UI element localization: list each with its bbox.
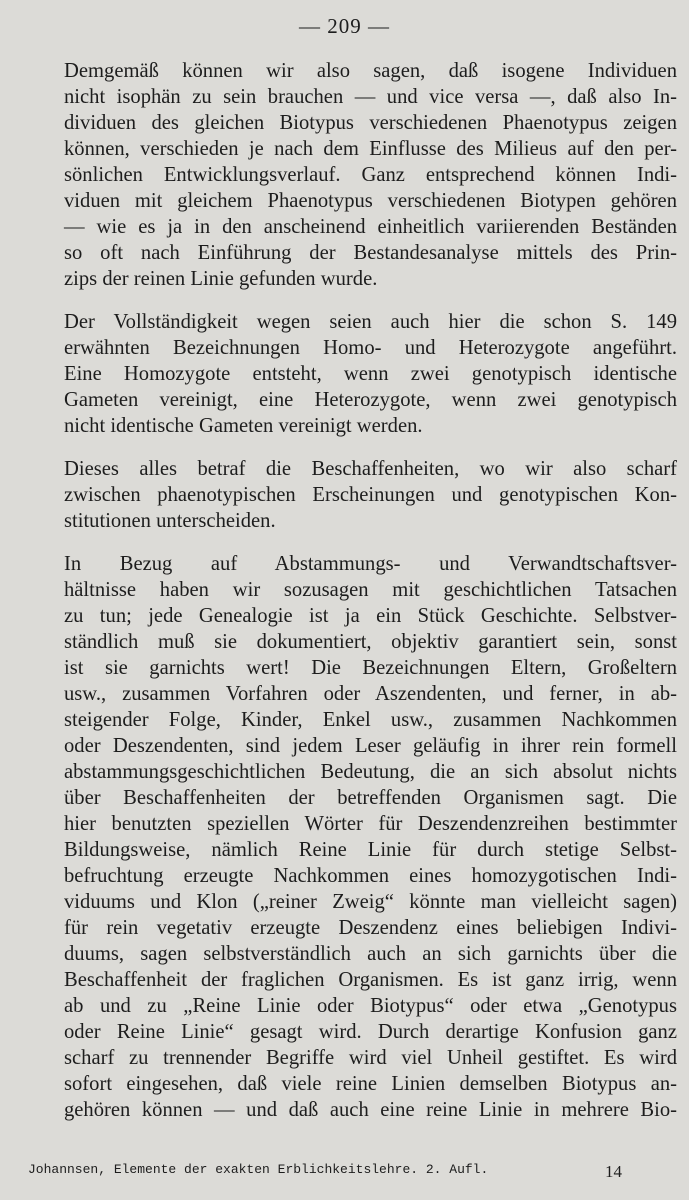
page-number: — 209 — bbox=[299, 14, 390, 38]
text-line: Dieses alles betraf die Beschaffenheiten, wo wir also scharf bbox=[64, 458, 677, 480]
text-line: über Beschaffenheiten der betreffenden Organismen sagt. Die bbox=[64, 787, 677, 809]
text-line: gehören können — und daß auch eine reine Linie in mehrere Bio- bbox=[64, 1099, 677, 1121]
text-line: oder Deszendenten, sind jedem Leser geläufig in ihrer rein formell bbox=[64, 735, 677, 757]
text-line: nicht isophän zu sein brauchen — und vice versa —, daß also In- bbox=[64, 86, 677, 108]
text-line: ständlich muß sie dokumentiert, objektiv garantiert sein, sonst bbox=[64, 631, 677, 653]
text-line: Bildungsweise, nämlich Reine Linie für durch stetige Selbst- bbox=[64, 839, 677, 861]
text-line: erwähnten Bezeichnungen Homo- und Heterozygote angeführt. bbox=[64, 337, 677, 359]
text-line: Beschaffenheit der fraglichen Organismen. Es ist ganz irrig, wenn bbox=[64, 969, 677, 991]
text-line: nicht identische Gameten vereinigt werden. bbox=[64, 415, 423, 437]
paragraph-4 bbox=[64, 551, 677, 1123]
text-line: duums, sagen selbstverständlich auch an sich garnichts über die bbox=[64, 943, 677, 965]
text-line: ab und zu „Reine Linie oder Biotypus“ oder etwa „Genotypus bbox=[64, 995, 677, 1017]
text-line: zips der reinen Linie gefunden wurde. bbox=[64, 268, 378, 290]
text-line: sofort eingesehen, daß viele reine Linien demselben Biotypus an- bbox=[64, 1073, 677, 1095]
text-line: — wie es ja in den anscheinend einheitlich variierenden Beständen bbox=[64, 216, 677, 238]
text-line: befruchtung erzeugte Nachkommen eines homozygotischen Indi- bbox=[64, 865, 677, 887]
footer-citation: Johannsen, Elemente der exakten Erblichkeitslehre. 2. Aufl. bbox=[28, 1162, 489, 1177]
page-footer bbox=[28, 1162, 628, 1181]
paragraph-2 bbox=[64, 309, 677, 439]
text-line: hier benutzten speziellen Wörter für Deszendenzreihen bestimmter bbox=[64, 813, 677, 835]
paragraph-1 bbox=[64, 58, 677, 292]
text-line: dividuen des gleichen Biotypus verschiedenen Phaenotypus zeigen bbox=[64, 112, 677, 134]
text-line: Der Vollständigkeit wegen seien auch hier die schon S. 149 bbox=[64, 311, 677, 333]
text-line: Eine Homozygote entsteht, wenn zwei genotypisch identische bbox=[64, 363, 677, 385]
text-line: stitutionen unterscheiden. bbox=[64, 510, 276, 532]
text-line: Demgemäß können wir also sagen, daß isogene Individuen bbox=[64, 60, 677, 82]
text-line: sönlichen Entwicklungsverlauf. Ganz entsprechend können Indi- bbox=[64, 164, 677, 186]
text-line: viduums und Klon („reiner Zweig“ könnte man vielleicht sagen) bbox=[64, 891, 677, 913]
paragraph-3 bbox=[64, 456, 677, 534]
text-line: für rein vegetativ erzeugte Deszendenz eines beliebigen Indivi- bbox=[64, 917, 677, 939]
text-line: scharf zu trennender Begriffe wird viel Unheil gestiftet. Es wird bbox=[64, 1047, 677, 1069]
signature-mark: 14 bbox=[605, 1162, 622, 1181]
text-line: abstammungsgeschichtlichen Bedeutung, die an sich absolut nichts bbox=[64, 761, 677, 783]
text-line: usw., zusammen Vorfahren oder Aszendenten, und ferner, in ab- bbox=[64, 683, 677, 705]
text-line: so oft nach Einführung der Bestandesanalyse mittels des Prin- bbox=[64, 242, 677, 264]
text-line: zwischen phaenotypischen Erscheinungen und genotypischen Kon- bbox=[64, 484, 677, 506]
text-line: zu tun; jede Genealogie ist ja ein Stück Geschichte. Selbstver- bbox=[64, 605, 677, 627]
text-line: oder Reine Linie“ gesagt wird. Durch derartige Konfusion ganz bbox=[64, 1021, 677, 1043]
text-line: steigender Folge, Kinder, Enkel usw., zusammen Nachkommen bbox=[64, 709, 677, 731]
text-line: können, verschieden je nach dem Einflusse des Milieus auf den per- bbox=[64, 138, 677, 160]
text-line: Gameten vereinigt, eine Heterozygote, wenn zwei genotypisch bbox=[64, 389, 677, 411]
text-line: ist sie garnichts wert! Die Bezeichnungen Eltern, Großeltern bbox=[64, 657, 677, 679]
text-line: hältnisse haben wir sozusagen mit geschichtlichen Tatsachen bbox=[64, 579, 677, 601]
body-text bbox=[64, 58, 677, 1140]
text-line: In Bezug auf Abstammungs- und Verwandtschaftsver- bbox=[64, 553, 677, 575]
text-line: viduen mit gleichem Phaenotypus verschiedenen Biotypen gehören bbox=[64, 190, 677, 212]
